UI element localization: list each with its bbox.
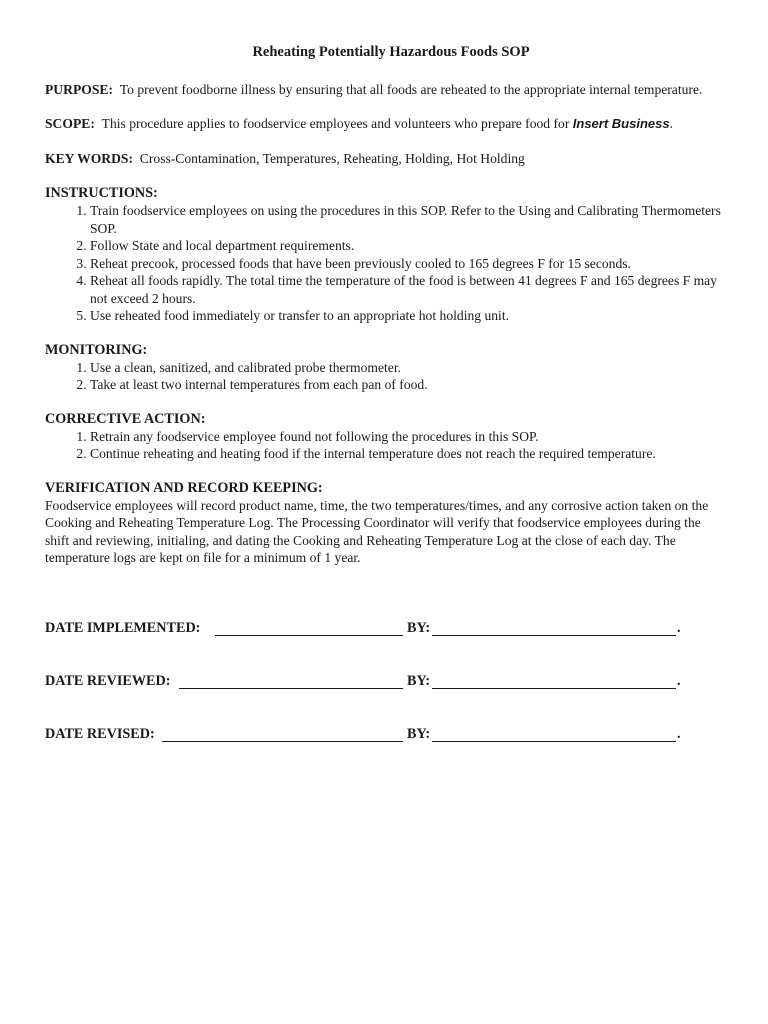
corrective-action-item: 2. Continue reheating and heating food if the internal temperature does not reach the required temperature. <box>90 445 725 463</box>
by-label: BY: <box>407 726 431 742</box>
scope-text: This procedure applies to foodservice employees and volunteers who prepare food for <box>101 116 570 131</box>
verification-heading: VERIFICATION AND RECORD KEEPING: <box>45 479 323 496</box>
document-title: Reheating Potentially Hazardous Foods SOP <box>252 44 530 60</box>
purpose-text: To prevent foodborne illness by ensuring that all foods are reheated to the appropriate internal temperature. <box>119 81 703 97</box>
sop-document <box>45 44 725 567</box>
scope-label: SCOPE: <box>45 116 95 131</box>
date-revised-field[interactable] <box>162 741 403 742</box>
instructions-list <box>45 202 725 325</box>
monitoring-heading: MONITORING: <box>45 341 148 358</box>
corrective-action-list <box>45 428 725 463</box>
date-implemented-label: DATE IMPLEMENTED: <box>45 620 201 636</box>
date-reviewed-field[interactable] <box>179 688 403 689</box>
keywords-label: KEY WORDS: <box>45 150 133 166</box>
purpose-section <box>45 81 725 99</box>
signoff-block <box>45 620 705 779</box>
line-end-period: . <box>677 726 681 742</box>
instructions-heading: INSTRUCTIONS: <box>45 185 158 201</box>
verification-text: Foodservice employees will record product name, time, the two temperatures/times, and any corrosive action taken on the Cooking and Reheating Temperature Log. The Processing Coordinator will verify that foodservice employees during the shift and reviewing, initialing, and dating the Cooking and Reheating Temperature Log at the close of each day. The temperature logs are kept on file for a minimum of 1 year. <box>45 497 709 565</box>
date-revised-label: DATE REVISED: <box>45 726 155 742</box>
keywords-text: Cross-Contamination, Temperatures, Reheating, Holding, Hot Holding <box>139 150 525 166</box>
monitoring-list <box>45 359 725 394</box>
date-implemented-row <box>45 620 705 673</box>
corrective-action-item: 1. Retrain any foodservice employee found not following the procedures in this SOP. <box>90 428 725 446</box>
date-reviewed-label: DATE REVIEWED: <box>45 673 171 689</box>
date-revised-row <box>45 726 705 779</box>
instruction-item: 5. Use reheated food immediately or transfer to an appropriate hot holding unit. <box>90 307 725 325</box>
revised-by-field[interactable] <box>432 741 676 742</box>
scope-section <box>45 115 725 133</box>
by-label: BY: <box>407 620 431 636</box>
insert-business-placeholder: Insert Business <box>572 116 670 131</box>
date-implemented-field[interactable] <box>215 635 403 636</box>
line-end-period: . <box>677 620 681 636</box>
instruction-item: 4. Reheat all foods rapidly. The total time the temperature of the food is between 41 degrees F and 165 degrees F may not exceed 2 hours. <box>90 272 725 307</box>
date-reviewed-row <box>45 673 705 726</box>
purpose-label: PURPOSE: <box>45 81 113 97</box>
monitoring-item: 2. Take at least two internal temperatures from each pan of food. <box>90 376 725 394</box>
by-label: BY: <box>407 673 431 689</box>
implemented-by-field[interactable] <box>432 635 676 636</box>
instruction-item: 3. Reheat precook, processed foods that have been previously cooled to 165 degrees F for 15 seconds. <box>90 255 725 273</box>
scope-end: . <box>669 116 673 131</box>
instruction-item: 2. Follow State and local department requirements. <box>90 237 725 255</box>
monitoring-item: 1. Use a clean, sanitized, and calibrated probe thermometer. <box>90 359 725 377</box>
line-end-period: . <box>677 673 681 689</box>
reviewed-by-field[interactable] <box>432 688 676 689</box>
instruction-item: 1. Train foodservice employees on using the procedures in this SOP. Refer to the Using and Calibrating Thermometers SOP. <box>90 202 725 237</box>
corrective-action-heading: CORRECTIVE ACTION: <box>45 410 206 427</box>
keywords-section <box>45 150 725 168</box>
